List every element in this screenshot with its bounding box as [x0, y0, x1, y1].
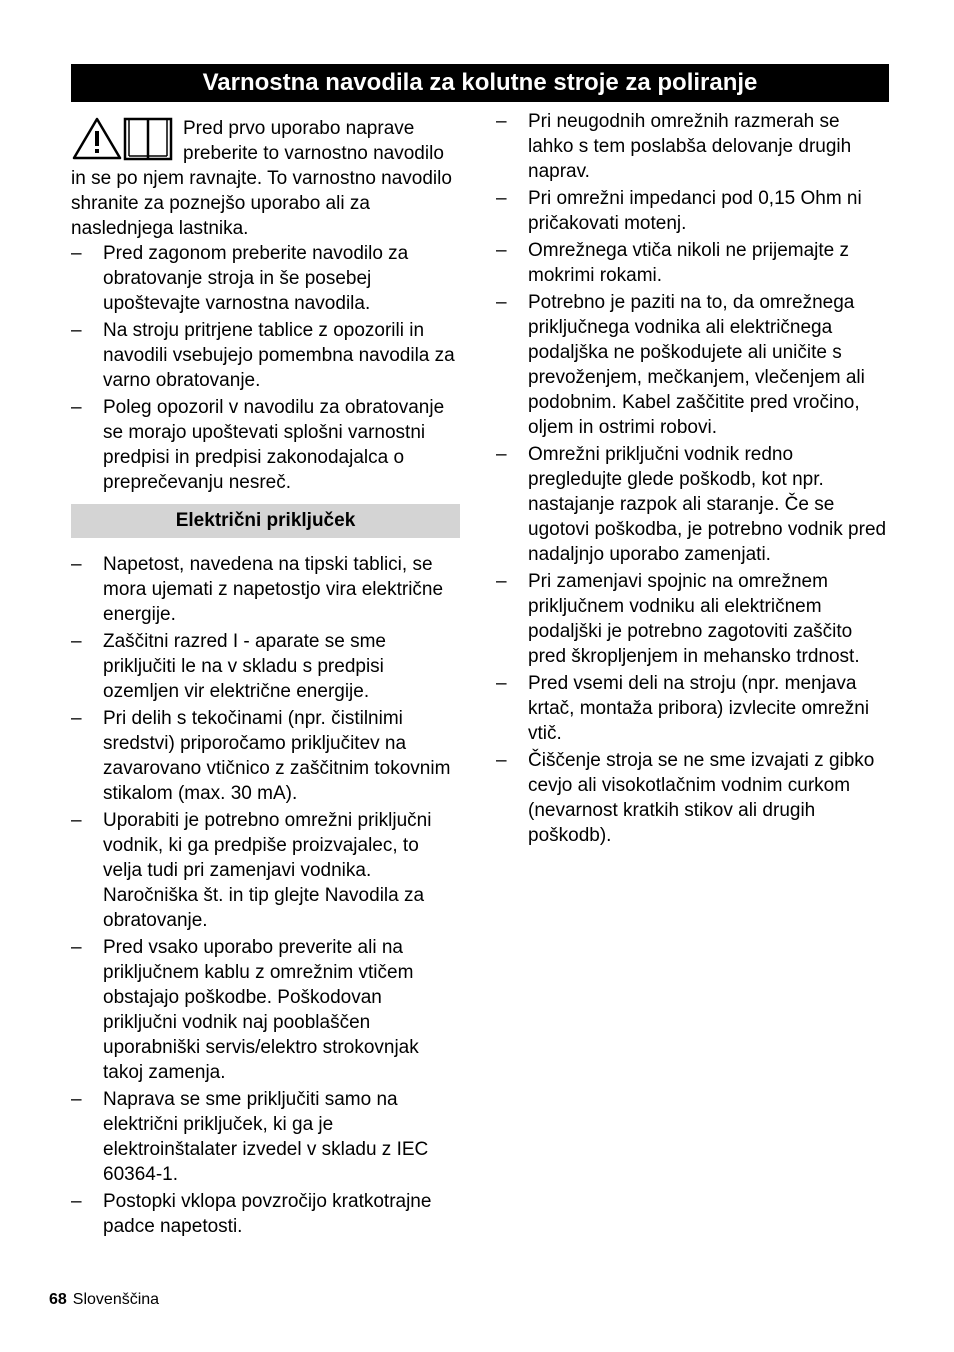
list-item — [71, 935, 460, 1085]
bullet-dash: – — [496, 750, 507, 771]
bullet-dash: – — [71, 631, 82, 652]
list-item-text: Pred vsako uporabo preverite ali na priključnem kablu z omrežnim vtičem obstajajo poškodbe. Poškodovan priključni vodnik naj pooblaščen uporabniški servis/elektro strokovnjak takoj zamenja. — [103, 937, 419, 1083]
list-item-text: Uporabiti je potrebno omrežni priključni vodnik, ki ga predpiše proizvajalec, to velja tudi pri zamenjavi vodnika. Naročniška št. in tip glejte Navodila za obratovanje. — [103, 810, 432, 931]
bullet-dash: – — [496, 111, 507, 132]
list-item-text: Pri delih s tekočinami (npr. čistilnimi sredstvi) priporočamo priključitev na zavarovano vtičnico z zaščitnim tokovnim stikalom (max. 30 mA). — [103, 708, 451, 804]
list-item-text: Naprava se sme priključiti samo na električni priključek, ki ga je elektroinštalater izvedel v skladu z IEC 60364-1. — [103, 1089, 429, 1185]
electrical-list — [71, 552, 460, 1239]
list-item — [496, 109, 888, 184]
bullet-dash: – — [496, 240, 507, 261]
list-item-text: Pri omrežni impedanci pod 0,15 Ohm ni pričakovati motenj. — [528, 188, 862, 234]
page-number: 68 — [49, 1291, 67, 1308]
list-item-text: Potrebno je paziti na to, da omrežnega priključnega vodnika ali električnega podaljška ne poškodujete ali uničite s prevoženjem, mečkanjem, vlečenjem ali podobnim. Kabel zaščitite pred vročino, oljem in ostrimi robovi. — [528, 292, 865, 438]
left-general-list — [71, 241, 460, 495]
intro-icons — [71, 116, 175, 162]
bullet-dash: – — [71, 320, 82, 341]
page-title: Varnostna navodila za kolutne stroje za poliranje — [71, 64, 889, 102]
bullet-dash: – — [496, 188, 507, 209]
list-item — [71, 241, 460, 316]
bullet-dash: – — [496, 673, 507, 694]
intro-text: Pred prvo uporabo naprave preberite to varnostno navodilo in se po njem ravnajte. To varnostno navodilo shranite za poznejšo uporabo ali za naslednjega lastnika. — [71, 118, 452, 239]
list-item — [496, 442, 888, 567]
list-item-text: Postopki vklopa povzročijo kratkotrajne padce napetosti. — [103, 1191, 432, 1237]
bullet-dash: – — [71, 937, 82, 958]
warning-triangle-icon — [74, 119, 120, 158]
left-column — [71, 116, 460, 1241]
list-item — [71, 395, 460, 495]
list-item-text: Napetost, navedena na tipski tablici, se mora ujemati z napetostjo vira električne energije. — [103, 554, 444, 625]
list-item-text: Pred zagonom preberite navodilo za obratovanje stroja in še posebej upoštevajte varnostna navodila. — [103, 243, 409, 314]
list-item-text: Pri zamenjavi spojnic na omrežnem priključnem vodniku ali električnem podaljški je potrebno zagotoviti zaščito pred škropljenjem in mehansko trdnost. — [528, 571, 860, 667]
bullet-dash: – — [496, 444, 507, 465]
intro-block — [71, 116, 460, 241]
right-column — [496, 109, 888, 850]
list-item — [71, 808, 460, 933]
list-item — [496, 186, 888, 236]
list-item — [71, 706, 460, 806]
list-item — [71, 1189, 460, 1239]
list-item — [496, 569, 888, 669]
bullet-dash: – — [71, 810, 82, 831]
section-heading: Električni priključek — [71, 504, 460, 538]
list-item-text: Pri neugodnih omrežnih razmerah se lahko s tem poslabša delovanje drugih naprav. — [528, 111, 852, 182]
list-item-text: Pred vsemi deli na stroju (npr. menjava krtač, montaža pribora) izvlecite omrežni vtič. — [528, 673, 870, 744]
bullet-dash: – — [71, 554, 82, 575]
bullet-dash: – — [496, 292, 507, 313]
bullet-dash: – — [71, 397, 82, 418]
list-item — [496, 238, 888, 288]
list-item-text: Omrežni priključni vodnik redno pregledujte glede poškodb, kot npr. nastajanje razpok ali staranje. Če se ugotovi poškodba, je potrebno vodnik pred nadaljnjo uporabo zamenjati. — [528, 444, 887, 565]
list-item-text: Poleg opozoril v navodilu za obratovanje se morajo upoštevati splošni varnostni predpisi in predpisi zakonodajalca o preprečevanju nesreč. — [103, 397, 445, 493]
bullet-dash: – — [71, 243, 82, 264]
list-item — [496, 748, 888, 848]
list-item — [71, 318, 460, 393]
bullet-dash: – — [71, 1191, 82, 1212]
footer-language: Slovenščina — [72, 1291, 160, 1308]
bullet-dash: – — [71, 708, 82, 729]
list-item — [496, 290, 888, 440]
bullet-dash: – — [71, 1089, 82, 1110]
page-footer — [49, 1290, 159, 1310]
list-item-text: Na stroju pritrjene tablice z opozorili in navodili vsebujejo pomembna navodila za varno obratovanje. — [103, 320, 455, 391]
manual-book-icon — [125, 119, 171, 159]
list-item-text: Zaščitni razred I - aparate se sme priključiti le na v skladu s predpisi ozemljen vir električne energije. — [103, 631, 386, 702]
list-item-text: Čiščenje stroja se ne sme izvajati z gibko cevjo ali visokotlačnim vodnim curkom (nevarnost kratkih stikov ali drugih poškodb). — [528, 750, 875, 846]
list-item — [71, 552, 460, 627]
list-item — [71, 629, 460, 704]
list-item-text: Omrežnega vtiča nikoli ne prijemajte z mokrimi rokami. — [528, 240, 850, 286]
warning-manual-icons — [71, 116, 175, 162]
list-item — [496, 671, 888, 746]
list-item — [71, 1087, 460, 1187]
right-electrical-list — [496, 109, 888, 848]
bullet-dash: – — [496, 571, 507, 592]
